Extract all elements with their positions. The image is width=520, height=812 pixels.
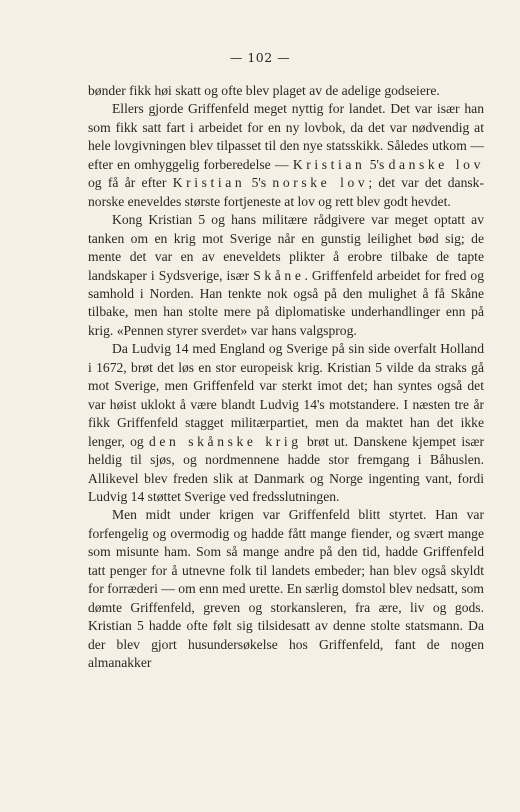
body-text (88, 82, 484, 673)
paragraph (88, 82, 484, 100)
paragraph (88, 506, 484, 672)
paragraph-text: Ellers gjorde Griffenfeld meget nyttig for landet. Det var især han som fikk satt fart i arbeidet for en ny lovbok, da det var nødvendig at hele lovgivningen blev tilpasset til den nye statsskikk. Således utkom — efter en omhyggelig forberedelse — (88, 101, 484, 172)
emphasized-text: Kristian (172, 175, 246, 191)
emphasized-text: danske lov (388, 156, 484, 172)
emphasized-text: Skåne (253, 267, 305, 283)
paragraph-text: brøt ut. Danskene kjempet især heldig til sjøs, og nordmennene hadde stor fremgang i Båhuslen. Allikevel blev freden slik at Danmark og Norge ingenting vant, fordi Ludvig 14 støttet Sverige ved fredsslutningen. (88, 433, 484, 504)
paragraph-text: Kong Kristian 5 og hans militære rådgivere var meget optatt av tanken om en krig mot Sverige når en gunstig leilighet bød sig; de mente det var en av eneveldets plikter å erobre tilbake de tapte landskaper i Sydsverige, især (88, 212, 484, 283)
paragraph-text: og få år efter (88, 175, 173, 191)
paragraph-text: Da Ludvig 14 med England og Sverige på sin side overfalt Holland i 1672, brøt det løs en stor europeisk krig. Kristian 5 vilde da straks gå mot Sverige, men Griffenfeld var sterkt imot det; han syntes også det var høist uklokt å være blandt Ludvig 14's motstandere. I næsten tre år fikk Griffenfeld stagget militærpartiet, men da maktet han det ikke lenger, og (88, 341, 484, 449)
paragraph-text: 5's (245, 175, 273, 191)
paragraph-text: bønder fikk høi skatt og ofte blev plaget av de adelige godseiere. (88, 83, 440, 98)
paragraph-text: . Griffenfeld arbeidet for fred og samhold i Norden. Han tenkte nok også på den mulighet å få Skåne tilbake, men han stolte mere på diplomatiske underhandlinger enn på krig. «Pennen styrer sverdet» var hans valgsprog. (88, 267, 484, 338)
emphasized-text: Kristian (292, 156, 366, 172)
paragraph (88, 100, 484, 211)
page-number: — 102 — (229, 50, 291, 65)
paragraph-text: ; det var det dansk-norske eneveldes største fortjeneste at lov og rett blev godt hevdet. (88, 175, 484, 209)
emphasized-text: norske lov (272, 175, 369, 191)
paragraph (88, 340, 484, 506)
paragraph-text: 5's (365, 156, 389, 172)
paragraph (88, 211, 484, 340)
paragraph-text: Men midt under krigen var Griffenfeld blitt styrtet. Han var forfengelig og overmodig og hadde fått mange fiender, og svært mange som misunte ham. Som så mange andre på den tid, hadde Griffenfeld tatt penger for å utnevne folk til landets embeder; han blev også skyldt for forræderi — om enn med urette. En særlig domstol blev nedsatt, som dømte Griffenfeld, greven og storkansleren, fra ære, liv og gods. Kristian 5 hadde ofte følt sig tilsidesatt av denne stolte statsmann. Da der blev gjort husundersøkelse hos Griffenfeld, fant de nogen almanakker (88, 507, 484, 671)
emphasized-text: den skånske krig (148, 433, 302, 449)
